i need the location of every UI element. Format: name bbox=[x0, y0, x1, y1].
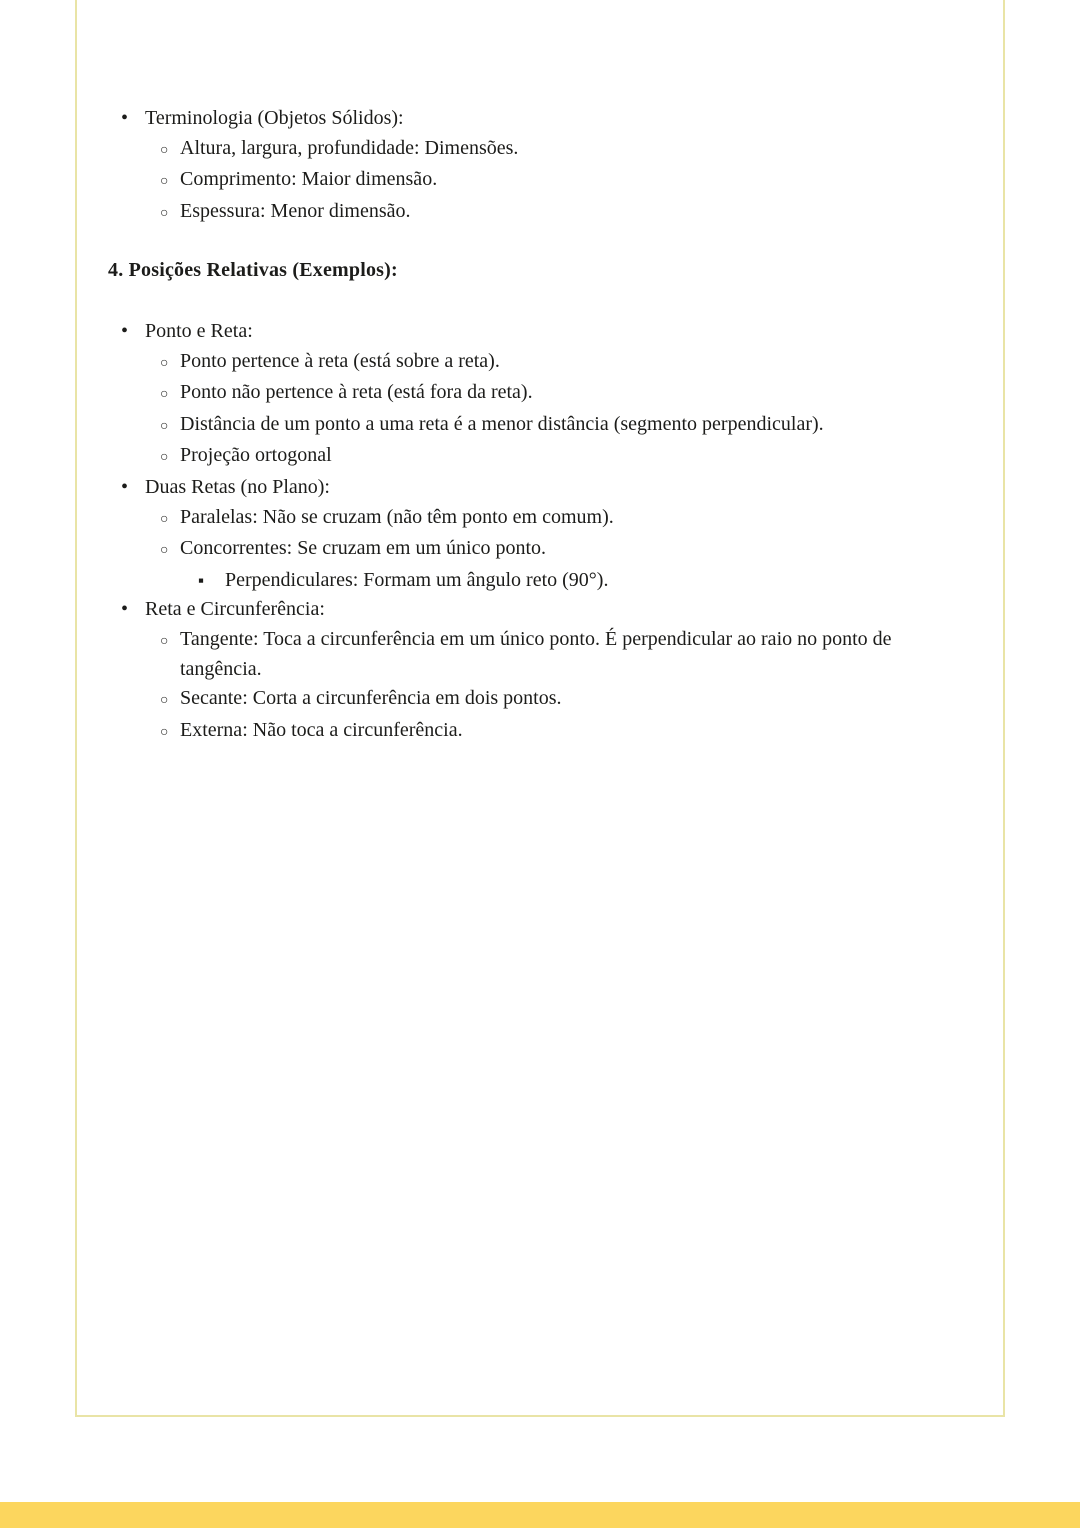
list-item-text: Perpendiculares: Formam um ângulo reto (90°). bbox=[225, 568, 609, 591]
list-item-text: Projeção ortogonal bbox=[180, 444, 332, 467]
list-item bbox=[160, 716, 978, 748]
list-item bbox=[160, 378, 978, 410]
footer-accent-bar bbox=[0, 1502, 1080, 1528]
list-item bbox=[160, 625, 978, 684]
bullet-circle-icon: ○ bbox=[160, 355, 169, 371]
list-item bbox=[160, 197, 978, 229]
list-item bbox=[121, 317, 978, 347]
bullet-disc-icon: • bbox=[121, 107, 129, 129]
bullet-circle-icon: ○ bbox=[160, 142, 169, 158]
bullet-circle-icon: ○ bbox=[160, 205, 169, 221]
list-item bbox=[160, 441, 978, 473]
list-item bbox=[121, 595, 978, 625]
list-item-text: Terminologia (Objetos Sólidos): bbox=[145, 107, 404, 129]
document-content bbox=[77, 0, 1003, 747]
list-item bbox=[160, 410, 978, 442]
list-item-text: Secante: Corta a circunferência em dois pontos. bbox=[180, 687, 562, 710]
list-item bbox=[160, 534, 978, 566]
list-item bbox=[160, 347, 978, 379]
list-item-text: Concorrentes: Se cruzam em um único ponto. bbox=[180, 537, 547, 560]
bullet-circle-icon: ○ bbox=[160, 450, 169, 466]
list-item-text: Duas Retas (no Plano): bbox=[145, 475, 330, 498]
bullet-circle-icon: ○ bbox=[160, 633, 169, 649]
list-item-text: Comprimento: Maior dimensão. bbox=[180, 168, 438, 191]
list-item bbox=[160, 503, 978, 535]
bullet-disc-icon: • bbox=[121, 475, 129, 498]
list-item bbox=[198, 566, 978, 596]
list-item-text: Distância de um ponto a uma reta é a menor distância (segmento perpendicular). bbox=[180, 412, 824, 435]
list-item bbox=[160, 165, 978, 197]
list-item bbox=[160, 684, 978, 716]
list-item bbox=[160, 134, 978, 166]
bullet-disc-icon: • bbox=[121, 319, 129, 342]
bullet-circle-icon: ○ bbox=[160, 724, 169, 740]
list-item-text: Ponto e Reta: bbox=[145, 319, 253, 342]
section-heading: 4. Posições Relativas (Exemplos): bbox=[108, 259, 398, 282]
list-item-text: Reta e Circunferência: bbox=[145, 598, 325, 621]
document-page-frame bbox=[75, 0, 1005, 1417]
list-item-text: Ponto pertence à reta (está sobre a reta). bbox=[180, 349, 500, 372]
bullet-circle-icon: ○ bbox=[160, 418, 169, 434]
list-item bbox=[121, 473, 978, 503]
list-item-text: Altura, largura, profundidade: Dimensões. bbox=[180, 136, 519, 159]
bullet-circle-icon: ○ bbox=[160, 511, 169, 527]
list-item-text: Externa: Não toca a circunferência. bbox=[180, 718, 463, 741]
bullet-circle-icon: ○ bbox=[160, 387, 169, 403]
bullet-circle-icon: ○ bbox=[160, 174, 169, 190]
list-item-text: Espessura: Menor dimensão. bbox=[180, 199, 411, 222]
list-item-text: Tangente: Toca a circunferência em um único ponto. É perpendicular ao raio no ponto de tangência. bbox=[180, 627, 892, 680]
bullet-circle-icon: ○ bbox=[160, 693, 169, 709]
bullet-disc-icon: • bbox=[121, 598, 129, 621]
list-item-text: Paralelas: Não se cruzam (não têm ponto em comum). bbox=[180, 505, 614, 528]
bullet-circle-icon: ○ bbox=[160, 543, 169, 559]
list-item bbox=[121, 104, 978, 134]
bullet-square-icon: ▪ bbox=[198, 570, 205, 590]
list-item-text: Ponto não pertence à reta (está fora da reta). bbox=[180, 381, 533, 404]
